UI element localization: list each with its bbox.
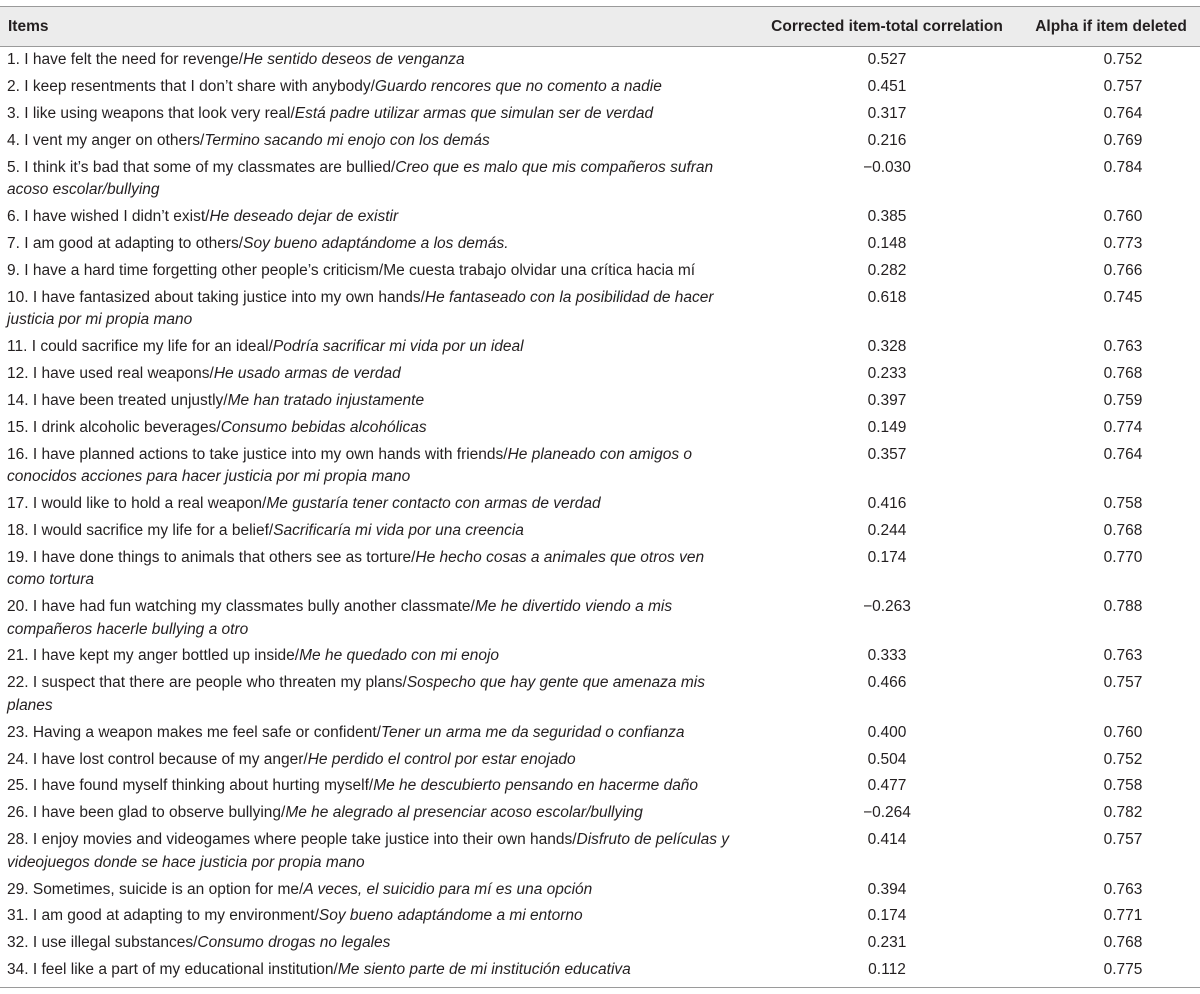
item-english: 9. I have a hard time forgetting other people’s criticism/Me cuesta trabajo olvidar una crítica hacia mí [7,261,696,279]
corrected-correlation-cell: 0.148 [867,234,907,252]
table-row [0,903,1200,930]
alpha-cell: 0.763 [1103,647,1143,665]
item-spanish: Guardo rencores que no comento a nadie [374,78,662,96]
header-items: Items [0,7,752,47]
item-spanish: Me he descubierto pensando en hacerme daño [373,777,699,795]
header-corrected-correlation: Corrected item-total correlation [752,7,1022,47]
table-row [0,155,1200,204]
item-spanish: He fantaseado con la posibilidad de hacer justicia por mi propia mano [7,288,714,329]
item-cell [0,204,752,231]
alpha-cell: 0.752 [1103,750,1143,768]
item-spanish: Consumo bebidas alcohólicas [220,418,427,436]
corrected-correlation-cell: 0.618 [867,288,907,306]
item-spanish: He planeado con amigos o conocidos acciones para hacer justicia por mi propia mano [7,445,693,486]
alpha-cell: 0.757 [1103,831,1143,849]
corrected-correlation-cell: 0.244 [867,521,907,539]
item-spanish: He sentido deseos de venganza [243,51,465,69]
item-english: 17. I would like to hold a real weapon/ [7,494,267,512]
table-row [0,361,1200,388]
corrected-correlation-cell: −0.030 [863,158,911,176]
item-cell [0,746,752,773]
item-english: 11. I could sacrifice my life for an ideal/ [7,338,273,356]
item-english: 21. I have kept my anger bottled up inside/ [7,647,300,665]
corrected-correlation-cell: 0.385 [867,208,907,226]
table-row [0,388,1200,415]
table-row [0,800,1200,827]
table-row [0,47,1200,74]
item-cell [0,670,752,719]
item-english: 4. I vent my anger on others/ [7,131,205,149]
table-row [0,957,1200,987]
item-english: 10. I have fantasized about taking justice into my own hands/ [7,288,425,306]
item-spanish: He usado armas de verdad [213,364,401,382]
corrected-correlation-cell: 0.466 [867,674,907,692]
corrected-correlation-cell: 0.416 [867,494,907,512]
item-statistics-table [0,6,1200,988]
item-cell [0,827,752,876]
table-row [0,415,1200,442]
table-header [0,7,1200,47]
alpha-cell: 0.759 [1103,391,1143,409]
item-cell [0,876,752,903]
item-english: 6. I have wished I didn’t exist/ [7,208,210,226]
item-spanish: Soy bueno adaptándome a mi entorno [318,907,583,925]
alpha-cell: 0.784 [1103,158,1143,176]
alpha-cell: 0.760 [1103,208,1143,226]
header-alpha-if-deleted: Alpha if item deleted [1022,7,1200,47]
item-english: 31. I am good at adapting to my environment/ [7,907,319,925]
table-row [0,74,1200,101]
corrected-correlation-cell: 0.112 [752,957,1022,987]
table-row [0,128,1200,155]
item-spanish: Consumo drogas no legales [197,934,391,952]
item-cell [0,361,752,388]
item-cell [0,930,752,957]
corrected-correlation-cell: 0.527 [867,51,907,69]
corrected-correlation-cell: 0.149 [867,418,907,436]
corrected-correlation-cell: −0.264 [863,804,911,822]
table-row [0,827,1200,876]
corrected-correlation-cell: 0.333 [867,647,907,665]
item-cell [0,128,752,155]
alpha-cell: 0.769 [1103,131,1143,149]
item-spanish: Me he divertido viendo a mis compañeros hacerle bullying a otro [7,598,673,638]
corrected-correlation-cell: 0.397 [867,391,907,409]
table-row [0,518,1200,545]
item-cell [0,388,752,415]
item-cell [0,773,752,800]
alpha-cell: 0.757 [1103,674,1143,692]
item-english: 15. I drink alcoholic beverages/ [7,418,221,436]
table-row [0,258,1200,285]
alpha-cell: 0.764 [1103,104,1143,122]
item-spanish: Me gustaría tener contacto con armas de verdad [266,494,601,512]
item-spanish: He deseado dejar de existir [209,208,399,226]
item-cell [0,720,752,747]
alpha-cell: 0.766 [1103,261,1143,279]
item-cell [0,285,752,334]
item-cell [0,231,752,258]
item-spanish: Soy bueno adaptándome a los demás. [243,234,509,252]
alpha-cell: 0.775 [1022,957,1200,987]
corrected-correlation-cell: 0.317 [867,104,907,122]
item-english: 26. I have been glad to observe bullying/ [7,804,286,822]
item-english: 3. I like using weapons that look very real/ [7,104,295,122]
item-spanish: He hecho cosas a animales que otros ven como tortura [7,548,705,589]
item-english: 5. I think it’s bad that some of my classmates are bullied/ [7,158,396,176]
item-cell [0,47,752,74]
item-english: 14. I have been treated unjustly/ [7,391,228,409]
item-english: 34. I feel like a part of my educational institution/ [7,961,338,979]
alpha-cell: 0.763 [1103,338,1143,356]
table-body [0,47,1200,988]
alpha-cell: 0.774 [1103,418,1143,436]
table-row [0,594,1200,643]
corrected-correlation-cell: 0.231 [867,934,907,952]
item-english: 23. Having a weapon makes me feel safe or confident/ [7,723,381,741]
alpha-cell: 0.768 [1103,521,1143,539]
alpha-cell: 0.758 [1103,494,1143,512]
alpha-cell: 0.771 [1103,907,1143,925]
header-row [0,7,1200,47]
alpha-cell: 0.752 [1103,51,1143,69]
item-spanish: Termino sacando mi enojo con los demás [204,131,490,149]
item-spanish: Tener un arma me da seguridad o confianza [380,723,685,741]
alpha-cell: 0.763 [1103,880,1143,898]
table-row [0,285,1200,334]
item-spanish: Disfruto de películas y videojuegos donde se hace justicia por propia mano [7,831,730,871]
item-english: 22. I suspect that there are people who threaten my plans/ [7,674,407,692]
item-spanish: He perdido el control por estar enojado [307,750,576,768]
item-cell [0,334,752,361]
table-row [0,876,1200,903]
item-cell [0,800,752,827]
table-row [0,773,1200,800]
item-english: 20. I have had fun watching my classmates bully another classmate/ [7,598,475,616]
item-english: 12. I have used real weapons/ [7,364,214,382]
table-row [0,204,1200,231]
item-english: 1. I have felt the need for revenge/ [7,51,244,69]
corrected-correlation-cell: 0.357 [867,445,907,463]
item-english: 16. I have planned actions to take justice into my own hands with friends/ [7,445,508,463]
table-row [0,334,1200,361]
table-row [0,545,1200,594]
item-cell [0,957,752,987]
corrected-correlation-cell: 0.328 [867,338,907,356]
item-spanish: Sacrificaría mi vida por una creencia [273,521,524,539]
item-cell [0,518,752,545]
alpha-cell: 0.757 [1103,78,1143,96]
alpha-cell: 0.768 [1103,934,1143,952]
item-cell [0,441,752,490]
corrected-correlation-cell: −0.263 [863,598,911,616]
item-cell [0,101,752,128]
alpha-cell: 0.760 [1103,723,1143,741]
corrected-correlation-cell: 0.233 [867,364,907,382]
table-row [0,101,1200,128]
item-spanish: Me he alegrado al presenciar acoso escolar/bullying [285,804,643,822]
corrected-correlation-cell: 0.477 [867,777,907,795]
item-english: 2. I keep resentments that I don’t share with anybody/ [7,78,375,96]
corrected-correlation-cell: 0.400 [867,723,907,741]
item-english: 29. Sometimes, suicide is an option for me/ [7,880,304,898]
corrected-correlation-cell: 0.282 [867,261,907,279]
item-english: 32. I use illegal substances/ [7,934,198,952]
item-english: 7. I am good at adapting to others/ [7,234,244,252]
item-spanish: Está padre utilizar armas que simulan ser de verdad [294,104,654,122]
alpha-cell: 0.768 [1103,364,1143,382]
alpha-cell: 0.764 [1103,445,1143,463]
item-cell [0,415,752,442]
item-english: 19. I have done things to animals that others see as torture/ [7,548,416,566]
alpha-cell: 0.773 [1103,234,1143,252]
table-row [0,746,1200,773]
alpha-cell: 0.758 [1103,777,1143,795]
item-spanish: Sospecho que hay gente que amenaza mis planes [7,674,705,714]
table-row [0,930,1200,957]
item-cell [0,643,752,670]
alpha-cell: 0.788 [1103,598,1143,616]
table-row [0,231,1200,258]
item-english: 18. I would sacrifice my life for a belief/ [7,521,274,539]
corrected-correlation-cell: 0.174 [867,548,907,566]
table-row [0,720,1200,747]
item-spanish: Creo que es malo que mis compañeros sufran acoso escolar/bullying [7,158,714,199]
item-spanish: Me han tratado injustamente [227,391,425,409]
item-cell [0,258,752,285]
item-english: 28. I enjoy movies and videogames where people take justice into their own hands/ [7,831,577,849]
corrected-correlation-cell: 0.504 [867,750,907,768]
item-spanish: Me he quedado con mi enojo [299,647,500,665]
item-cell [0,545,752,594]
table-row [0,491,1200,518]
item-spanish: Podría sacrificar mi vida por un ideal [272,338,524,356]
item-spanish: A veces, el suicidio para mí es una opción [303,880,593,898]
item-cell [0,491,752,518]
table-row [0,643,1200,670]
corrected-correlation-cell: 0.451 [867,78,907,96]
item-english: 24. I have lost control because of my anger/ [7,750,308,768]
corrected-correlation-cell: 0.414 [867,831,907,849]
item-cell [0,155,752,204]
corrected-correlation-cell: 0.216 [867,131,907,149]
corrected-correlation-cell: 0.174 [867,907,907,925]
alpha-cell: 0.770 [1103,548,1143,566]
table-row [0,441,1200,490]
corrected-correlation-cell: 0.394 [867,880,907,898]
item-cell [0,594,752,643]
item-spanish: Me siento parte de mi institución educativa [337,961,631,979]
alpha-cell: 0.745 [1103,288,1143,306]
table-row [0,670,1200,719]
item-english: 25. I have found myself thinking about hurting myself/ [7,777,374,795]
item-cell [0,74,752,101]
alpha-cell: 0.782 [1103,804,1143,822]
item-cell [0,903,752,930]
